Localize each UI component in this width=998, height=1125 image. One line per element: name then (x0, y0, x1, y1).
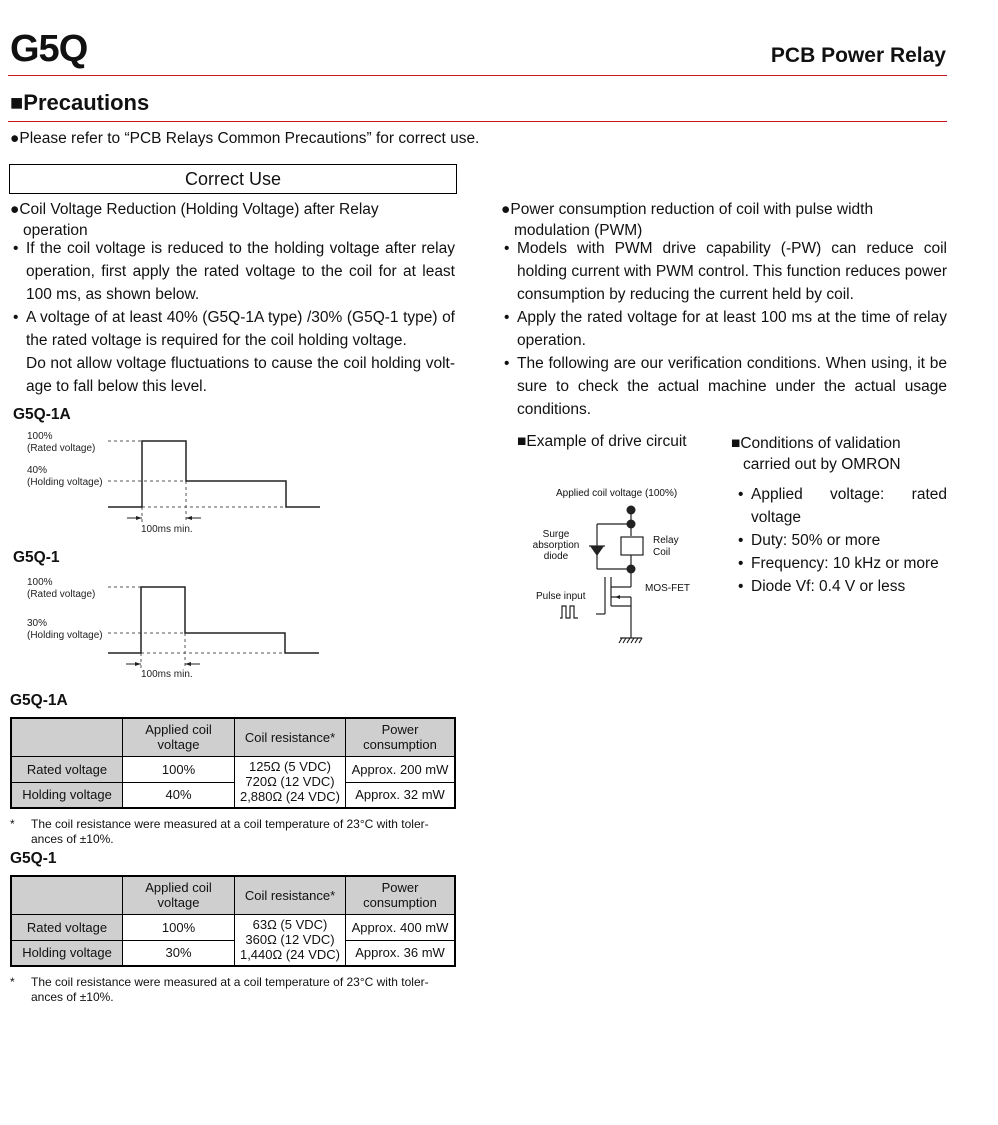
header-cell: Coil resistance* (235, 876, 346, 914)
intro-text: ●Please refer to “PCB Relays Common Precautions” for correct use. (10, 130, 480, 147)
header-cell (11, 718, 123, 756)
left-bullets (10, 237, 455, 398)
resistance-value: 1,440Ω (24 VDC) (239, 947, 341, 963)
waveform-2-time: 100ms min. (141, 669, 193, 680)
header-cell: Applied coil voltage (123, 876, 235, 914)
section-divider (8, 121, 947, 122)
table-2-model: G5Q-1 (10, 850, 57, 867)
page-title: G5Q (10, 28, 88, 70)
rated-pct: 100% (27, 577, 53, 588)
holding-label: (Holding voltage) (27, 477, 103, 488)
circuit-applied-label: Applied coil voltage (100%) (556, 488, 678, 499)
header-cell: Applied coil voltage (123, 718, 235, 756)
conditions-list (735, 483, 947, 598)
row-label: Rated voltage (11, 914, 123, 940)
header-cell: Power consumption (346, 718, 456, 756)
label-line: Coil (653, 547, 671, 558)
power-cell: Approx. 200 mW (346, 756, 456, 782)
power-cell: Approx. 36 mW (346, 940, 456, 966)
resistance-value: 63Ω (5 VDC) (252, 917, 328, 933)
left-bullet-1: • If the coil voltage is reduced to the holding voltage after relay operation, first apply the rated voltage to the coil for at least 100 ms, as shown below. (10, 237, 455, 306)
label-line: Surge (542, 529, 570, 540)
resistance-value: 360Ω (12 VDC) (245, 932, 335, 948)
row-label: Holding voltage (11, 782, 123, 808)
spec-table-g5q-1 (10, 875, 456, 967)
section-title: ■Precautions (10, 90, 150, 115)
waveform-2-holding (27, 618, 103, 642)
resistance-value: 720Ω (12 VDC) (245, 774, 335, 790)
circuit-title: ■Example of drive circuit (517, 433, 687, 450)
power-cell: Approx. 400 mW (346, 914, 456, 940)
waveform-1-holding (27, 465, 103, 489)
waveform-1-diagram (100, 430, 330, 525)
resistance-cell (235, 914, 346, 966)
waveform-1-model: G5Q-1A (13, 406, 71, 423)
applied-cell: 30% (123, 940, 235, 966)
rated-pct: 100% (27, 431, 53, 442)
row-label: Rated voltage (11, 756, 123, 782)
right-bullet-2: • Apply the rated voltage for at least 100 ms at the time of relay operation. (501, 306, 947, 352)
spec-table-g5q-1a (10, 717, 456, 809)
coil-voltage-heading: ●Coil Voltage Reduction (Holding Voltage) after Relay operation (10, 201, 379, 239)
waveform-2-diagram (100, 578, 330, 673)
header-cell: Coil resistance* (235, 718, 346, 756)
condition-item: • Diode Vf: 0.4 V or less (735, 575, 947, 598)
right-bullet-1: • Models with PWM drive capability (-PW) can reduce coil holding current with PWM control. This function reduces power consumption by reducing the current held by coil. (501, 237, 947, 306)
table-2-note: The coil resistance were measured at a coil temperature of 23°C with toler-ances of ±10%. (31, 975, 429, 1004)
header-divider (8, 75, 947, 76)
condition-item: • Applied voltage: rated voltage (735, 483, 947, 529)
label-line: diode (543, 551, 569, 562)
rated-label: (Rated voltage) (27, 443, 96, 454)
drive-circuit-diagram (560, 500, 660, 645)
power-cell: Approx. 32 mW (346, 782, 456, 808)
circuit-fet-label: MOS-FET (645, 583, 690, 594)
table-1-model: G5Q-1A (10, 692, 68, 709)
condition-item: • Frequency: 10 kHz or more (735, 552, 947, 575)
header-cell: Power consumption (346, 876, 456, 914)
page-subtitle: PCB Power Relay (770, 44, 946, 67)
left-heading (10, 199, 410, 241)
waveform-1-rated (27, 431, 95, 455)
left-bullet-2 (10, 306, 455, 398)
waveform-2-model: G5Q-1 (13, 549, 60, 566)
holding-pct: 40% (27, 465, 48, 476)
header-cell (11, 876, 123, 914)
label-line: Relay (653, 535, 679, 546)
pwm-heading: ●Power consumption reduction of coil with pulse width modulation (PWM) (501, 201, 874, 239)
applied-cell: 100% (123, 914, 235, 940)
left-bullet-2-line2: Do not allow voltage fluctuations to cause the coil holding volt-age to fall below this level. (26, 355, 455, 395)
label-line: absorption (532, 540, 580, 551)
applied-cell: 40% (123, 782, 235, 808)
right-bullets (501, 237, 947, 421)
resistance-value: 125Ω (5 VDC) (249, 759, 331, 775)
waveform-1-time: 100ms min. (141, 524, 193, 535)
condition-item: • Duty: 50% or more (735, 529, 947, 552)
resistance-value: 2,880Ω (24 VDC) (239, 789, 341, 805)
holding-label: (Holding voltage) (27, 630, 103, 641)
left-bullet-2-line1: • A voltage of at least 40% (G5Q-1A type) /30% (G5Q-1 type) of the rated voltage is required for the coil holding voltage. (26, 309, 455, 349)
right-bullet-3: • The following are our verification conditions. When using, it be sure to check the actual machine under the actual usage conditions. (501, 352, 947, 421)
resistance-cell (235, 756, 346, 808)
row-label: Holding voltage (11, 940, 123, 966)
table-1-note-mark: * (10, 817, 15, 831)
correct-use-box: Correct Use (9, 164, 457, 194)
holding-pct: 30% (27, 618, 48, 629)
applied-cell: 100% (123, 756, 235, 782)
table-2-note-mark: * (10, 975, 15, 989)
circuit-pulse-label: Pulse input (536, 591, 586, 602)
table-1-note: The coil resistance were measured at a coil temperature of 23°C with toler-ances of ±10%. (31, 817, 429, 846)
rated-label: (Rated voltage) (27, 589, 96, 600)
waveform-2-rated (27, 577, 95, 601)
conditions-title: ■Conditions of validation carried out by OMRON (731, 435, 901, 473)
